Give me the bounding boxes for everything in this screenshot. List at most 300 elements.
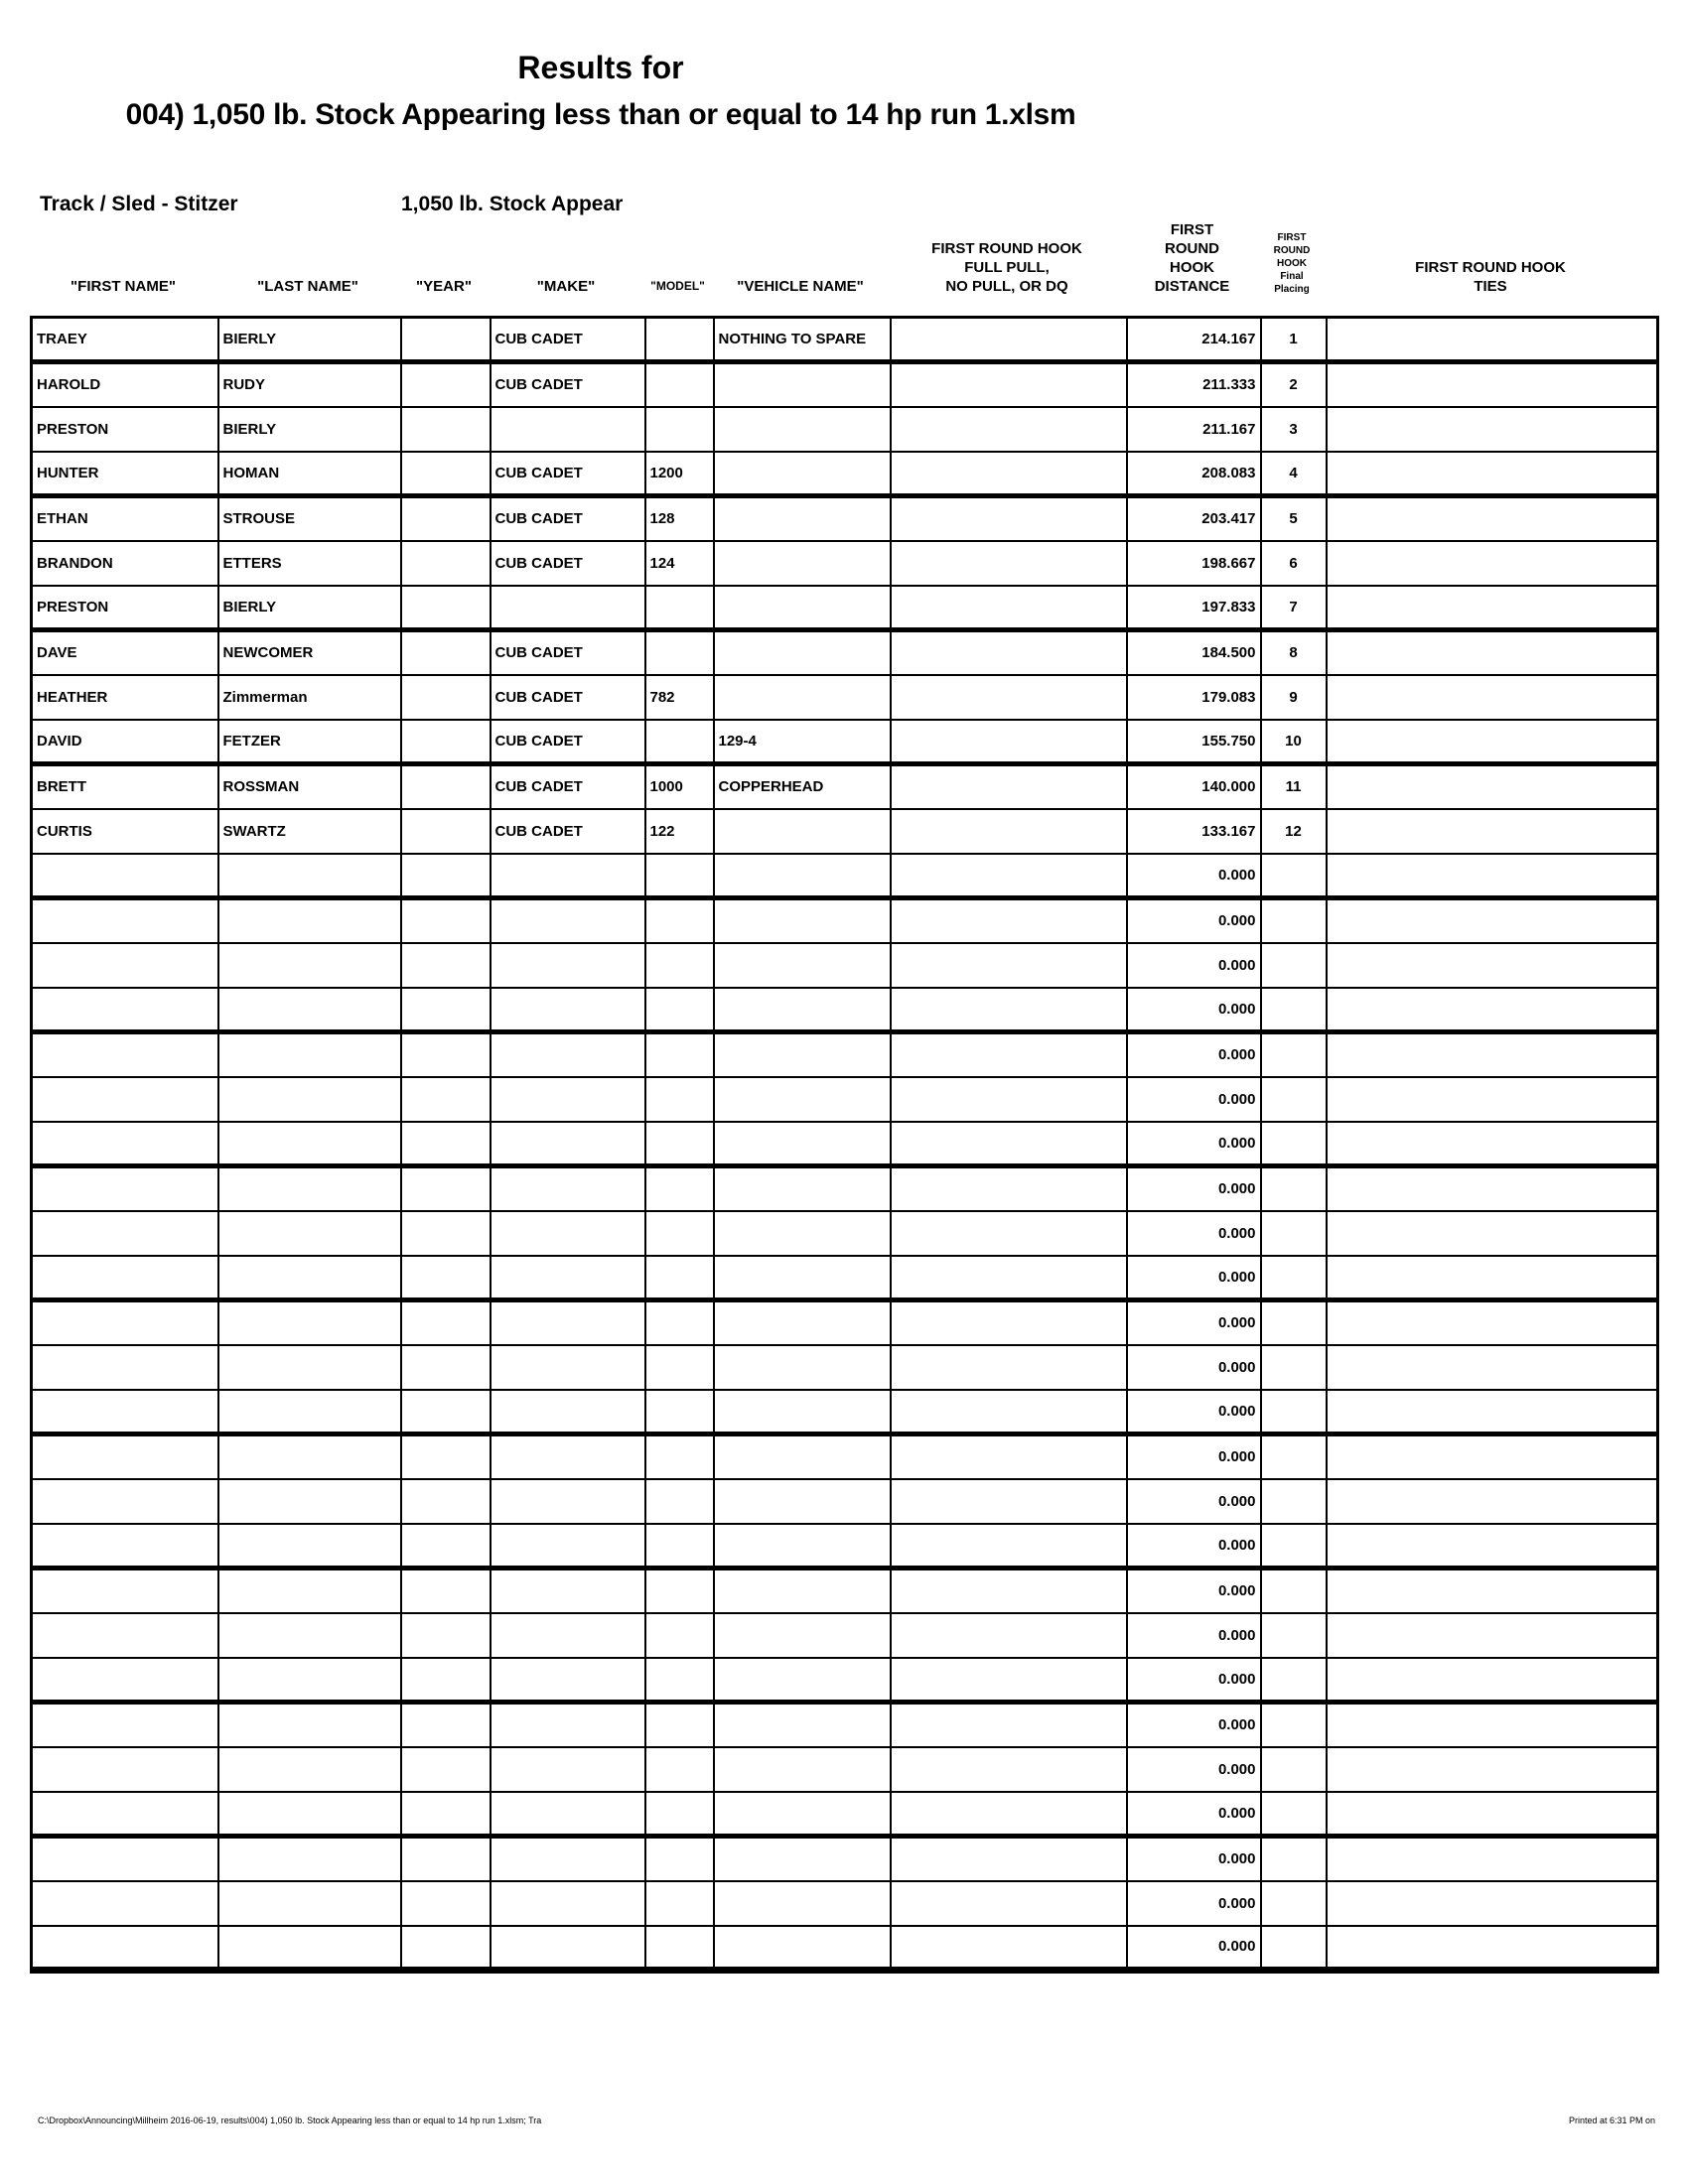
cell-last-name: STROUSE: [218, 496, 401, 541]
cell-model: [645, 720, 714, 764]
cell-model: [645, 1211, 714, 1256]
cell-last-name: [218, 854, 401, 898]
cell-year: [401, 1390, 491, 1434]
cell-distance: 208.083: [1127, 452, 1261, 496]
table-row: [32, 1569, 1658, 1613]
cell-placing: [1261, 1300, 1327, 1345]
cell-hook-result: [891, 854, 1127, 898]
footer-file-path: C:\Dropbox\Announcing\Millheim 2016-06-19, results\004) 1,050 lb. Stock Appearing less than or equal to 14 hp run 1.xlsm; Tra: [38, 2116, 542, 2125]
cell-placing: [1261, 943, 1327, 988]
table-row: [32, 1390, 1658, 1434]
cell-first-name: [32, 1390, 218, 1434]
cell-ties: [1327, 407, 1658, 452]
cell-placing: 12: [1261, 809, 1327, 854]
cell-model: [645, 1390, 714, 1434]
table-row: [32, 854, 1658, 898]
cell-model: [645, 898, 714, 943]
cell-year: [401, 1300, 491, 1345]
cell-vehicle-name: NOTHING TO SPARE: [714, 318, 891, 362]
cell-ties: [1327, 1703, 1658, 1747]
cell-make: [491, 1166, 645, 1211]
cell-hook-result: [891, 943, 1127, 988]
cell-last-name: [218, 943, 401, 988]
cell-model: [645, 630, 714, 675]
cell-vehicle-name: [714, 675, 891, 720]
cell-year: [401, 630, 491, 675]
cell-distance: 0.000: [1127, 1211, 1261, 1256]
cell-ties: [1327, 720, 1658, 764]
cell-distance: 0.000: [1127, 1345, 1261, 1390]
cell-make: CUB CADET: [491, 630, 645, 675]
table-row: [32, 1524, 1658, 1569]
table-row: [32, 1747, 1658, 1792]
cell-vehicle-name: [714, 1792, 891, 1837]
cell-last-name: [218, 1792, 401, 1837]
cell-make: CUB CADET: [491, 496, 645, 541]
cell-placing: 11: [1261, 764, 1327, 809]
cell-hook-result: [891, 1926, 1127, 1971]
cell-distance: 0.000: [1127, 1747, 1261, 1792]
cell-first-name: [32, 988, 218, 1032]
cell-placing: [1261, 1881, 1327, 1926]
cell-distance: 197.833: [1127, 586, 1261, 630]
column-header-line: "LAST NAME": [257, 278, 358, 295]
cell-distance: 0.000: [1127, 1032, 1261, 1077]
cell-year: [401, 1613, 491, 1658]
cell-ties: [1327, 1166, 1658, 1211]
cell-vehicle-name: [714, 1434, 891, 1479]
cell-first-name: TRAEY: [32, 318, 218, 362]
cell-model: [645, 1613, 714, 1658]
table-row: [32, 362, 1658, 407]
table-row: [32, 1881, 1658, 1926]
cell-year: [401, 1479, 491, 1524]
cell-hook-result: [891, 496, 1127, 541]
cell-hook-result: [891, 1881, 1127, 1926]
cell-model: [645, 1747, 714, 1792]
cell-last-name: [218, 1569, 401, 1613]
cell-last-name: [218, 1300, 401, 1345]
cell-make: [491, 1479, 645, 1524]
cell-year: [401, 943, 491, 988]
cell-hook-result: [891, 898, 1127, 943]
cell-make: [491, 1077, 645, 1122]
results-table-body: [32, 318, 1658, 1971]
cell-hook-result: [891, 1166, 1127, 1211]
cell-year: [401, 1434, 491, 1479]
cell-last-name: Zimmerman: [218, 675, 401, 720]
class-name-label: 1,050 lb. Stock Appear: [401, 193, 624, 215]
cell-model: [645, 1077, 714, 1122]
cell-hook-result: [891, 1658, 1127, 1703]
cell-hook-result: [891, 452, 1127, 496]
cell-distance: 0.000: [1127, 1256, 1261, 1300]
cell-hook-result: [891, 1256, 1127, 1300]
cell-last-name: [218, 1122, 401, 1166]
cell-first-name: [32, 1658, 218, 1703]
cell-year: [401, 675, 491, 720]
cell-make: [491, 1881, 645, 1926]
cell-hook-result: [891, 809, 1127, 854]
cell-vehicle-name: [714, 1613, 891, 1658]
footer-printed-at: Printed at 6:31 PM on: [1569, 2116, 1656, 2125]
table-row: [32, 1926, 1658, 1971]
cell-hook-result: [891, 1837, 1127, 1881]
cell-hook-result: [891, 1479, 1127, 1524]
column-header-line: DISTANCE: [1154, 278, 1230, 295]
cell-ties: [1327, 1345, 1658, 1390]
cell-last-name: ROSSMAN: [218, 764, 401, 809]
cell-model: [645, 1658, 714, 1703]
cell-vehicle-name: [714, 586, 891, 630]
cell-last-name: [218, 898, 401, 943]
cell-hook-result: [891, 362, 1127, 407]
cell-distance: 0.000: [1127, 1300, 1261, 1345]
cell-ties: [1327, 496, 1658, 541]
column-header-line: ROUND: [1273, 245, 1311, 256]
cell-year: [401, 1658, 491, 1703]
cell-make: [491, 1569, 645, 1613]
cell-first-name: [32, 1256, 218, 1300]
cell-make: CUB CADET: [491, 318, 645, 362]
cell-year: [401, 541, 491, 586]
cell-last-name: [218, 1703, 401, 1747]
cell-year: [401, 1747, 491, 1792]
column-header-line: "MAKE": [536, 278, 596, 295]
cell-year: [401, 764, 491, 809]
cell-year: [401, 1703, 491, 1747]
cell-placing: [1261, 1569, 1327, 1613]
cell-vehicle-name: [714, 452, 891, 496]
cell-ties: [1327, 898, 1658, 943]
cell-distance: 0.000: [1127, 1479, 1261, 1524]
cell-year: [401, 988, 491, 1032]
cell-model: [645, 1479, 714, 1524]
cell-last-name: BIERLY: [218, 407, 401, 452]
cell-last-name: RUDY: [218, 362, 401, 407]
cell-vehicle-name: [714, 630, 891, 675]
table-row: [32, 1792, 1658, 1837]
cell-first-name: [32, 1837, 218, 1881]
cell-year: [401, 318, 491, 362]
cell-vehicle-name: COPPERHEAD: [714, 764, 891, 809]
cell-model: 124: [645, 541, 714, 586]
cell-distance: 0.000: [1127, 1837, 1261, 1881]
cell-placing: 1: [1261, 318, 1327, 362]
cell-last-name: [218, 1077, 401, 1122]
table-row: [32, 1613, 1658, 1658]
column-header-line: TIES: [1474, 278, 1507, 295]
cell-placing: [1261, 1345, 1327, 1390]
cell-ties: [1327, 318, 1658, 362]
cell-first-name: [32, 1524, 218, 1569]
cell-make: CUB CADET: [491, 720, 645, 764]
column-header-line: FIRST ROUND HOOK: [1415, 259, 1566, 276]
cell-ties: [1327, 1613, 1658, 1658]
cell-year: [401, 1256, 491, 1300]
table-row: [32, 1166, 1658, 1211]
cell-make: [491, 854, 645, 898]
cell-vehicle-name: [714, 1837, 891, 1881]
cell-distance: 0.000: [1127, 1613, 1261, 1658]
cell-last-name: [218, 1881, 401, 1926]
cell-last-name: [218, 1434, 401, 1479]
cell-placing: [1261, 1077, 1327, 1122]
column-header-line: FIRST: [1277, 232, 1307, 243]
table-header-row: [30, 213, 1656, 296]
cell-distance: 0.000: [1127, 1792, 1261, 1837]
cell-vehicle-name: [714, 496, 891, 541]
cell-model: 1000: [645, 764, 714, 809]
column-header-line: Final: [1280, 271, 1304, 282]
cell-hook-result: [891, 407, 1127, 452]
cell-model: [645, 1434, 714, 1479]
cell-hook-result: [891, 630, 1127, 675]
cell-first-name: CURTIS: [32, 809, 218, 854]
table-row: [32, 720, 1658, 764]
cell-ties: [1327, 1300, 1658, 1345]
cell-hook-result: [891, 1345, 1127, 1390]
cell-make: [491, 1837, 645, 1881]
cell-first-name: [32, 1747, 218, 1792]
cell-distance: 0.000: [1127, 854, 1261, 898]
cell-model: [645, 1569, 714, 1613]
cell-hook-result: [891, 318, 1127, 362]
table-row: [32, 1479, 1658, 1524]
cell-distance: 0.000: [1127, 1703, 1261, 1747]
cell-make: CUB CADET: [491, 764, 645, 809]
table-row: [32, 1300, 1658, 1345]
cell-year: [401, 1166, 491, 1211]
cell-hook-result: [891, 1613, 1127, 1658]
cell-ties: [1327, 1524, 1658, 1569]
cell-make: [491, 1032, 645, 1077]
cell-hook-result: [891, 1569, 1127, 1613]
cell-year: [401, 407, 491, 452]
column-header-line: FIRST: [1170, 221, 1214, 238]
cell-year: [401, 1569, 491, 1613]
cell-vehicle-name: [714, 1658, 891, 1703]
cell-vehicle-name: [714, 1032, 891, 1077]
cell-placing: [1261, 1837, 1327, 1881]
cell-year: [401, 1881, 491, 1926]
table-row: [32, 496, 1658, 541]
cell-placing: [1261, 1926, 1327, 1971]
cell-ties: [1327, 541, 1658, 586]
cell-model: 122: [645, 809, 714, 854]
column-header-line: HOOK: [1277, 258, 1307, 269]
cell-year: [401, 1837, 491, 1881]
column-header-last-name: [216, 277, 399, 296]
cell-distance: 0.000: [1127, 1390, 1261, 1434]
cell-ties: [1327, 586, 1658, 630]
cell-hook-result: [891, 1122, 1127, 1166]
cell-year: [401, 1077, 491, 1122]
table-row: [32, 1256, 1658, 1300]
cell-placing: [1261, 898, 1327, 943]
cell-hook-result: [891, 586, 1127, 630]
cell-hook-result: [891, 1077, 1127, 1122]
cell-first-name: [32, 1122, 218, 1166]
cell-placing: [1261, 1703, 1327, 1747]
cell-year: [401, 1524, 491, 1569]
cell-last-name: [218, 1211, 401, 1256]
report-filename-title: 004) 1,050 lb. Stock Appearing less than or equal to 14 hp run 1.xlsm: [125, 98, 1076, 131]
cell-last-name: HOMAN: [218, 452, 401, 496]
cell-hook-result: [891, 1703, 1127, 1747]
report-title: Results for: [517, 50, 684, 85]
cell-first-name: [32, 1613, 218, 1658]
cell-make: [491, 1256, 645, 1300]
cell-placing: [1261, 1658, 1327, 1703]
cell-last-name: [218, 1390, 401, 1434]
cell-distance: 133.167: [1127, 809, 1261, 854]
cell-vehicle-name: [714, 1345, 891, 1390]
cell-placing: [1261, 1792, 1327, 1837]
cell-distance: 0.000: [1127, 1122, 1261, 1166]
cell-last-name: [218, 988, 401, 1032]
cell-vehicle-name: [714, 1077, 891, 1122]
cell-placing: [1261, 1211, 1327, 1256]
cell-distance: 198.667: [1127, 541, 1261, 586]
cell-placing: 9: [1261, 675, 1327, 720]
cell-first-name: [32, 854, 218, 898]
cell-last-name: [218, 1166, 401, 1211]
cell-make: [491, 1390, 645, 1434]
cell-ties: [1327, 988, 1658, 1032]
cell-make: CUB CADET: [491, 362, 645, 407]
cell-placing: [1261, 1524, 1327, 1569]
table-row: [32, 1122, 1658, 1166]
cell-year: [401, 854, 491, 898]
cell-model: [645, 1256, 714, 1300]
cell-model: [645, 943, 714, 988]
column-header-line: "FIRST NAME": [70, 278, 176, 295]
cell-hook-result: [891, 1524, 1127, 1569]
table-row: [32, 1345, 1658, 1390]
cell-placing: [1261, 1390, 1327, 1434]
cell-model: [645, 1122, 714, 1166]
cell-vehicle-name: [714, 1300, 891, 1345]
cell-last-name: SWARTZ: [218, 809, 401, 854]
cell-ties: [1327, 854, 1658, 898]
cell-placing: 4: [1261, 452, 1327, 496]
cell-ties: [1327, 1837, 1658, 1881]
cell-first-name: HUNTER: [32, 452, 218, 496]
cell-year: [401, 720, 491, 764]
cell-ties: [1327, 943, 1658, 988]
cell-hook-result: [891, 1792, 1127, 1837]
cell-placing: [1261, 1032, 1327, 1077]
column-header-vehicle-name: [712, 277, 889, 296]
cell-hook-result: [891, 1032, 1127, 1077]
cell-ties: [1327, 1658, 1658, 1703]
column-header-line: "YEAR": [416, 278, 472, 295]
cell-first-name: [32, 1300, 218, 1345]
cell-first-name: [32, 1345, 218, 1390]
track-sled-label: Track / Sled - Stitzer: [40, 193, 238, 215]
table-row: [32, 675, 1658, 720]
table-row: [32, 318, 1658, 362]
cell-last-name: BIERLY: [218, 318, 401, 362]
cell-hook-result: [891, 1211, 1127, 1256]
cell-make: [491, 407, 645, 452]
cell-vehicle-name: [714, 943, 891, 988]
cell-make: [491, 988, 645, 1032]
cell-make: [491, 1434, 645, 1479]
cell-distance: 0.000: [1127, 898, 1261, 943]
cell-vehicle-name: [714, 1926, 891, 1971]
cell-year: [401, 1926, 491, 1971]
cell-vehicle-name: [714, 1256, 891, 1300]
cell-first-name: PRESTON: [32, 586, 218, 630]
table-row: [32, 452, 1658, 496]
cell-placing: [1261, 1256, 1327, 1300]
cell-vehicle-name: [714, 1703, 891, 1747]
cell-distance: 214.167: [1127, 318, 1261, 362]
results-table: [30, 316, 1659, 1974]
cell-model: [645, 1032, 714, 1077]
table-row: [32, 1211, 1658, 1256]
cell-placing: [1261, 1166, 1327, 1211]
cell-ties: [1327, 1434, 1658, 1479]
cell-ties: [1327, 452, 1658, 496]
cell-placing: 6: [1261, 541, 1327, 586]
cell-make: [491, 1122, 645, 1166]
cell-model: [645, 1792, 714, 1837]
column-header-line: "MODEL": [650, 279, 705, 293]
table-row: [32, 809, 1658, 854]
cell-placing: [1261, 1434, 1327, 1479]
cell-distance: 0.000: [1127, 988, 1261, 1032]
cell-make: [491, 1747, 645, 1792]
table-row: [32, 764, 1658, 809]
cell-first-name: [32, 1881, 218, 1926]
table-row: [32, 586, 1658, 630]
cell-make: [491, 943, 645, 988]
table-row: [32, 1077, 1658, 1122]
column-header-make: [489, 277, 643, 296]
cell-last-name: [218, 1345, 401, 1390]
cell-last-name: NEWCOMER: [218, 630, 401, 675]
cell-ties: [1327, 1926, 1658, 1971]
cell-make: [491, 1926, 645, 1971]
cell-model: [645, 1881, 714, 1926]
cell-year: [401, 1122, 491, 1166]
cell-ties: [1327, 362, 1658, 407]
cell-hook-result: [891, 1390, 1127, 1434]
cell-year: [401, 1792, 491, 1837]
cell-ties: [1327, 1211, 1658, 1256]
cell-vehicle-name: [714, 541, 891, 586]
column-header-line: FIRST ROUND HOOK: [931, 240, 1082, 257]
cell-model: [645, 318, 714, 362]
column-header-line: NO PULL, OR DQ: [945, 278, 1068, 295]
cell-model: 1200: [645, 452, 714, 496]
cell-last-name: [218, 1658, 401, 1703]
cell-placing: 10: [1261, 720, 1327, 764]
cell-distance: 203.417: [1127, 496, 1261, 541]
cell-last-name: [218, 1479, 401, 1524]
cell-hook-result: [891, 541, 1127, 586]
cell-ties: [1327, 1569, 1658, 1613]
column-header-placing: [1259, 231, 1325, 296]
cell-distance: 0.000: [1127, 943, 1261, 988]
cell-ties: [1327, 1032, 1658, 1077]
cell-vehicle-name: [714, 1211, 891, 1256]
cell-last-name: [218, 1747, 401, 1792]
cell-distance: 0.000: [1127, 1658, 1261, 1703]
